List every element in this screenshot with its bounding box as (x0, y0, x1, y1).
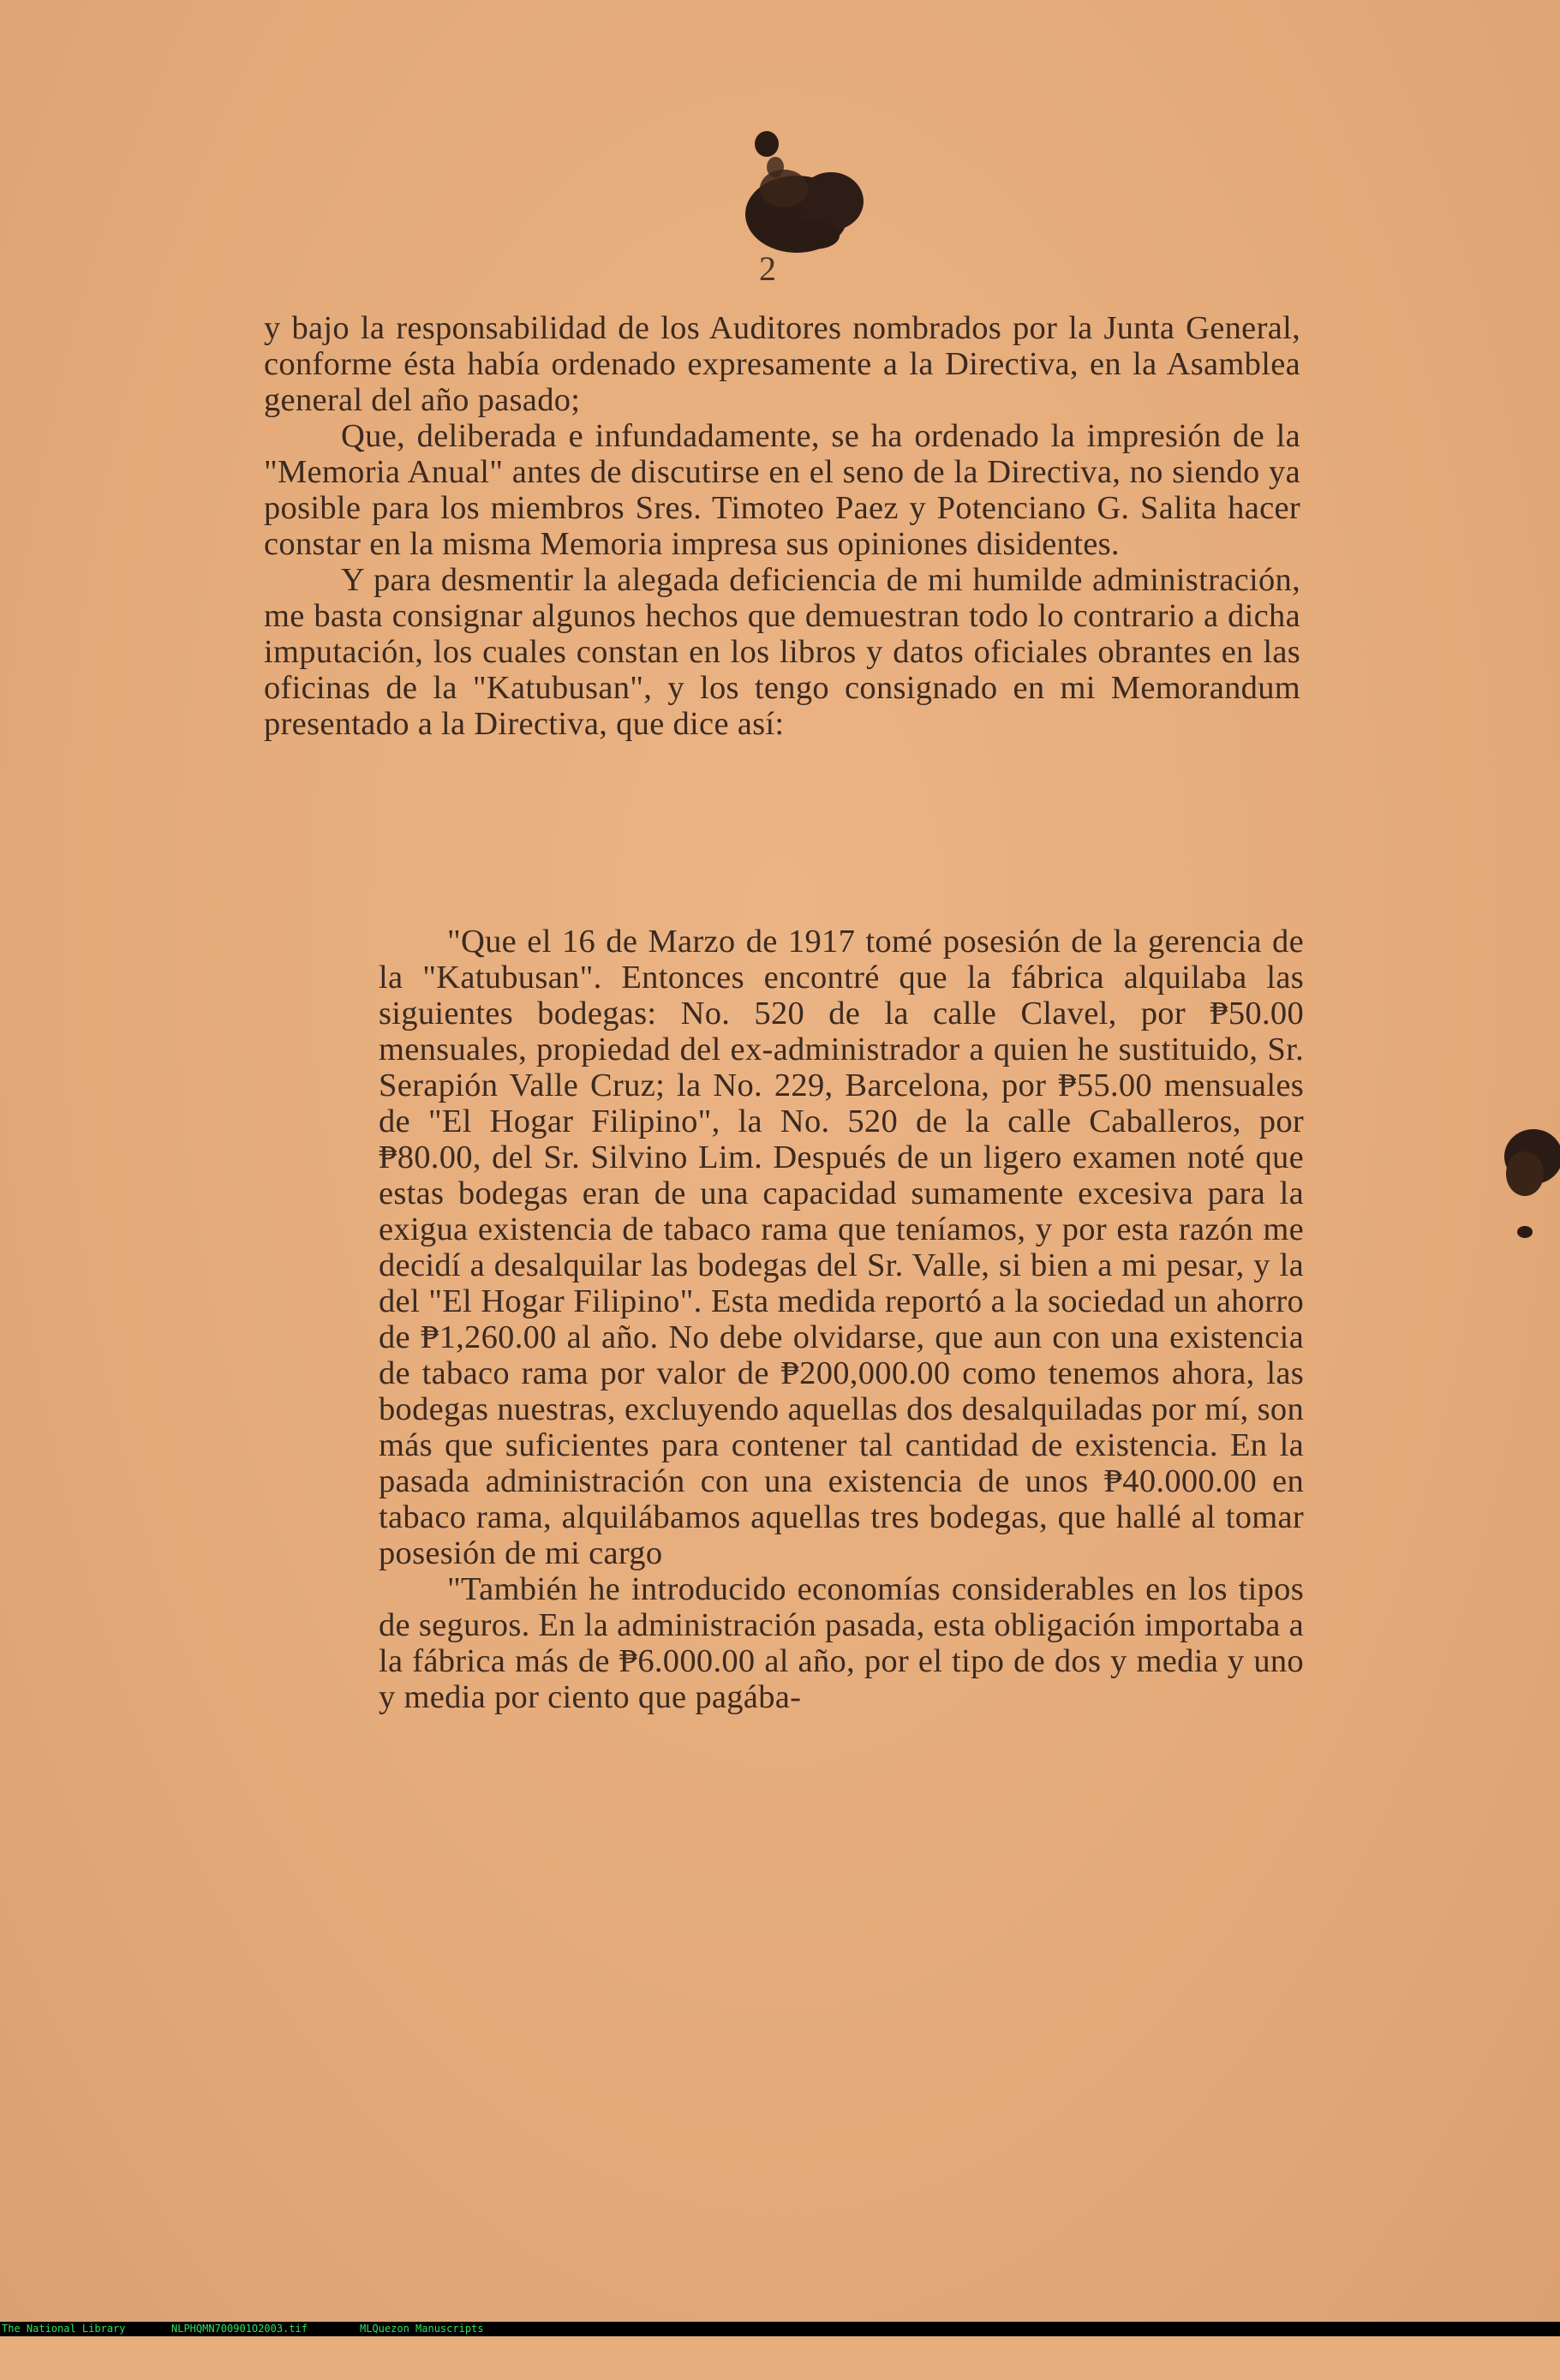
memorandum-quote (379, 924, 1304, 1715)
footer-bar (0, 2322, 1560, 2336)
body-text (264, 310, 1300, 742)
ink-blot-right (1491, 1122, 1560, 1242)
footer-file-name: NLPHQMN700901O2003.tif (171, 2323, 308, 2335)
quote-paragraph-2: "También he introducido economías considerables en los tipos de seguros. En la administración pasada, esta obligación importaba a la fábrica más de ₱6.000.00 al año, por el tipo de dos y media y uno y media por ciento que pagába- (379, 1571, 1304, 1715)
footer-library: The National Library (2, 2323, 126, 2335)
quote-paragraph-1: "Que el 16 de Marzo de 1917 tomé posesión de la gerencia de la "Katubusan". Entonces encontré que la fábrica alquilaba las siguientes bodegas: No. 520 de la calle Clavel, por ₱50.00 mensuales, propiedad del ex-administrador a quien he sustituido, Sr. Serapión Valle Cruz; la No. 229, Barcelona, por ₱55.00 mensuales de "El Hogar Filipino", la No. 520 de la calle Caballeros, por ₱80.00, del Sr. Silvino Lim. Después de un ligero examen noté que estas bodegas eran de una capacidad sumamente excesiva para la exigua existencia de tabaco rama que teníamos, y por esta razón me decidí a desalquilar las bodegas del Sr. Valle, si bien a mi pesar, y la del "El Hogar Filipino". Esta medida reportó a la sociedad un ahorro de ₱1,260.00 al año. No debe olvidarse, que aun con una existencia de tabaco rama por valor de ₱200,000.00 como tenemos ahora, las bodegas nuestras, excluyendo aquellas dos desalquiladas por mí, son más que suficientes para contener tal cantidad de existencia. En la pasada administración con una existencia de unos ₱40.000.00 en tabaco rama, alquilábamos aquellas tres bodegas, que hallé al tomar posesión de mi cargo (379, 924, 1304, 1571)
paragraph-2: Que, deliberada e infundadamente, se ha ordenado la impresión de la "Memoria Anual" antes de discutirse en el seno de la Directiva, no siendo ya posible para los miembros Sres. Timoteo Paez y Potenciano G. Salita hacer constar en la misma Memoria impresa sus opiniones disidentes. (264, 418, 1300, 562)
paragraph-1: y bajo la responsabilidad de los Auditores nombrados por la Junta General, conforme ésta había ordenado expresamente a la Directiva, en la Asamblea general del año pasado; (264, 310, 1300, 418)
ink-blot-top (711, 129, 882, 266)
page-number: 2 (759, 249, 776, 288)
paragraph-3: Y para desmentir la alegada deficiencia de mi humilde administración, me basta consignar algunos hechos que demuestran todo lo contrario a dicha imputación, los cuales constan en los libros y datos oficiales obrantes en las oficinas de la "Katubusan", y los tengo consignado en mi Memorandum presentado a la Directiva, que dice así: (264, 562, 1300, 742)
footer-collection: MLQuezon Manuscripts (360, 2323, 484, 2335)
